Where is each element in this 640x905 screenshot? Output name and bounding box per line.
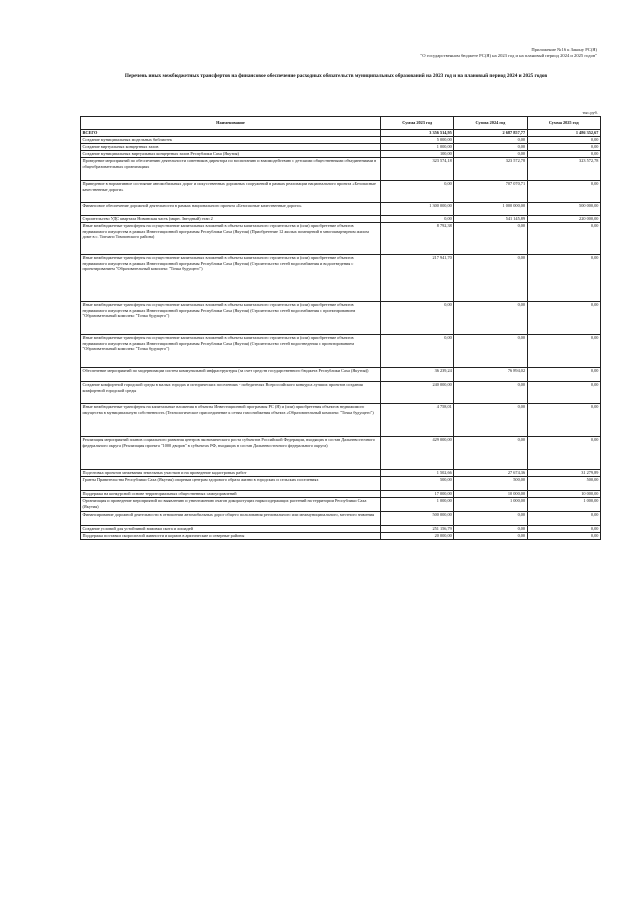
table-row bbox=[81, 216, 601, 223]
row-2025-cell: 0,00 bbox=[527, 533, 600, 540]
row-2024-cell: 0,00 bbox=[454, 223, 527, 255]
table-row bbox=[81, 203, 601, 216]
row-2025-cell: 0,00 bbox=[527, 526, 600, 533]
row-2024-cell: 541 145,89 bbox=[454, 216, 527, 223]
table-row bbox=[81, 137, 601, 144]
row-2023-cell: 4 758,01 bbox=[381, 404, 454, 437]
row-2025-cell: 0,00 bbox=[527, 144, 600, 151]
row-2024-cell: 27 674,36 bbox=[454, 470, 527, 477]
row-2025-cell: 0,00 bbox=[527, 302, 600, 335]
table-row bbox=[81, 302, 601, 335]
row-2024-cell: 0,00 bbox=[454, 255, 527, 302]
row-2024-cell: 323 572,78 bbox=[454, 158, 527, 181]
row-2025-cell: 0,00 bbox=[527, 404, 600, 437]
row-name-cell: Иные межбюджетные трансферты на осуществление капитальных вложений в объекты капитального строительства и (или) приобретение объектов недвижимого имущества в рамках Инвестиционной программы Республики Саха (Якутия) (Строительство сетей водоотведения с проектированием "Образовательный комплекс "Точка будущего") bbox=[81, 335, 381, 368]
table-row bbox=[81, 470, 601, 477]
table-row bbox=[81, 223, 601, 255]
row-name-cell: ВСЕГО bbox=[81, 130, 381, 137]
row-name-cell: Создание муниципальных модельных библиотек bbox=[81, 137, 381, 144]
row-2023-cell: 100,00 bbox=[381, 151, 454, 158]
row-name-cell: Поддержка поставки скороспелой живности и кормов в арктические и северные районы bbox=[81, 533, 381, 540]
row-name-cell: Обеспечение мероприятий по модернизации систем коммунальной инфраструктуры (за счет средств государственного бюджета Республики Саха (Якутия)) bbox=[81, 368, 381, 382]
document-title: Перечень иных межбюджетных трансфертов на финансовое обеспечение расходных обязательств муниципальных образований на 2023 год и на плановый период 2024 и 2025 годов bbox=[124, 73, 548, 79]
table-row bbox=[81, 533, 601, 540]
row-2023-cell: 217 941,70 bbox=[381, 255, 454, 302]
row-name-cell: Иные межбюджетные трансферты на капитальные вложения в объекты Инвестиционной программы РС (Я) и (или) приобретения объектов недвижимого имущества в муниципальную собственность (Технологическое присоединение к сетям газоснабжения объекта «Образовательный комплекс "Точка будущего") bbox=[81, 404, 381, 437]
table-row bbox=[81, 144, 601, 151]
row-2024-cell: 0,00 bbox=[454, 302, 527, 335]
table-row bbox=[81, 158, 601, 181]
row-name-cell: Организация и проведение мероприятий по выявлению и уничтожению очагов дикорастущих наркосодержащих растений на территории Республики Саха (Якутия) bbox=[81, 498, 381, 512]
header-name: Наименование bbox=[81, 117, 381, 130]
row-name-cell: Финансовое обеспечение дорожной деятельности в рамках национального проекта «Безопасные качественные дороги» bbox=[81, 203, 381, 216]
row-2024-cell: 0,00 bbox=[454, 526, 527, 533]
appendix-reference bbox=[420, 47, 597, 60]
row-2024-cell: 707 070,71 bbox=[454, 181, 527, 203]
row-2025-cell: 0,00 bbox=[527, 368, 600, 382]
row-2024-cell: 0,00 bbox=[454, 512, 527, 526]
row-name-cell: Приведение в нормативное состояние автомобильных дорог и искусственных дорожных сооружений в рамках реализации национального проекта «Безопасные качественные дороги» bbox=[81, 181, 381, 203]
row-2023-cell: 20 000,00 bbox=[381, 533, 454, 540]
row-2024-cell: 1 000 000,00 bbox=[454, 203, 527, 216]
table-row bbox=[81, 437, 601, 470]
row-2024-cell: 0,00 bbox=[454, 144, 527, 151]
row-name-cell: Финансирование дорожной деятельности в отношении автомобильных дорог общего пользования регионального или межмуниципального, местного значения bbox=[81, 512, 381, 526]
row-2025-cell: 500 000,00 bbox=[527, 203, 600, 216]
row-2025-cell: 323 572,78 bbox=[527, 158, 600, 181]
row-2024-cell: 2 687 857,77 bbox=[454, 130, 527, 137]
appendix-line-1: Приложение №16 к Закону РС(Я) bbox=[531, 47, 597, 52]
row-2024-cell: 0,00 bbox=[454, 404, 527, 437]
row-2025-cell: 10 000,00 bbox=[527, 491, 600, 498]
row-2024-cell: 0,00 bbox=[454, 335, 527, 368]
row-2023-cell: 500,00 bbox=[381, 477, 454, 491]
units-label: тыс.руб. bbox=[582, 110, 598, 115]
row-2024-cell: 10 000,00 bbox=[454, 491, 527, 498]
row-2025-cell: 0,00 bbox=[527, 437, 600, 470]
row-2025-cell: 0,00 bbox=[527, 512, 600, 526]
header-2023: Сумма 2023 год bbox=[381, 117, 454, 130]
row-name-cell: Проведение мероприятий по обеспечению деятельности советников директора по воспитанию и взаимодействию с детскими общественными объединениями в общеобразовательных организациях bbox=[81, 158, 381, 181]
row-2023-cell: 500 000,00 bbox=[381, 512, 454, 526]
row-2024-cell: 0,00 bbox=[454, 437, 527, 470]
table-row bbox=[81, 382, 601, 404]
row-2024-cell: 500,00 bbox=[454, 477, 527, 491]
row-2025-cell: 1 000,00 bbox=[527, 498, 600, 512]
row-2024-cell: 1 000,00 bbox=[454, 498, 527, 512]
row-name-cell: Создание комфортной городской среды в малых городах и исторических поселениях - победителях Всероссийского конкурса лучших проектов создания комфортной городской среды bbox=[81, 382, 381, 404]
table-row bbox=[81, 181, 601, 203]
row-2023-cell: 1 300 000,00 bbox=[381, 203, 454, 216]
row-name-cell: Создание условий для устойчивой зимовки скота и лошадей bbox=[81, 526, 381, 533]
row-2023-cell: 1 502,66 bbox=[381, 470, 454, 477]
table-row bbox=[81, 512, 601, 526]
header-2024: Сумма 2024 год bbox=[454, 117, 527, 130]
row-2025-cell: 0,00 bbox=[527, 255, 600, 302]
row-2024-cell: 76 894,02 bbox=[454, 368, 527, 382]
row-2024-cell: 0,00 bbox=[454, 382, 527, 404]
row-2023-cell: 0,00 bbox=[381, 216, 454, 223]
row-2025-cell: 220 000,00 bbox=[527, 216, 600, 223]
row-2023-cell: 323 574,18 bbox=[381, 158, 454, 181]
header-2025: Сумма 2025 год bbox=[527, 117, 600, 130]
row-2025-cell: 500,00 bbox=[527, 477, 600, 491]
row-2025-cell: 31 279,89 bbox=[527, 470, 600, 477]
row-2023-cell: 429 000,00 bbox=[381, 437, 454, 470]
row-2023-cell: 5 000,00 bbox=[381, 137, 454, 144]
row-2023-cell: 1 000,00 bbox=[381, 498, 454, 512]
row-name-cell: Иные межбюджетные трансферты на осуществление капитальных вложений в объекты капитального строительства и (или) приобретение объектов недвижимого имущества в рамках Инвестиционной программы Республики Саха (Якутия) (Приобретение 12 жилых помещений в многоквартирном жилом доме в с. Топчаги Томпонского района) bbox=[81, 223, 381, 255]
row-2025-cell: 0,00 bbox=[527, 151, 600, 158]
row-2024-cell: 0,00 bbox=[454, 137, 527, 144]
row-name-cell: Создание муниципальных виртуальных концертных залов Республики Саха (Якутия) bbox=[81, 151, 381, 158]
row-2025-cell: 0,00 bbox=[527, 335, 600, 368]
table-row bbox=[81, 491, 601, 498]
row-2024-cell: 0,00 bbox=[454, 533, 527, 540]
table-row bbox=[81, 477, 601, 491]
table-row bbox=[81, 404, 601, 437]
appendix-line-2: "О государственном бюджете РС(Я) на 2023 год и на плановый период 2024 и 2025 годов" bbox=[420, 53, 597, 59]
row-2023-cell: 0,00 bbox=[381, 302, 454, 335]
row-name-cell: Гранты Правительства Республики Саха (Якутия) опорным центрам здорового образа жизни в городских и сельских поселениях bbox=[81, 477, 381, 491]
table-row bbox=[81, 368, 601, 382]
table-row bbox=[81, 255, 601, 302]
row-name-cell: Подготовка проектов межевания земельных участков и на проведение кадастровых работ bbox=[81, 470, 381, 477]
row-2023-cell: 36 239,24 bbox=[381, 368, 454, 382]
row-2023-cell: 251 156,79 bbox=[381, 526, 454, 533]
row-2023-cell: 1 000,00 bbox=[381, 144, 454, 151]
row-2023-cell: 3 356 514,95 bbox=[381, 130, 454, 137]
row-2025-cell: 0,00 bbox=[527, 137, 600, 144]
row-name-cell: Иные межбюджетные трансферты на осуществление капитальных вложений в объекты капитального строительства и (или) приобретение объектов недвижимого имущества в рамках Инвестиционной программы Республики Саха (Якутия) (Строительство сетей водоснабжения с проектированием "Образовательный комплекс "Точка будущего") bbox=[81, 302, 381, 335]
row-name-cell: Реализация мероприятий планов социального развития центров экономического роста субъектов Российской Федерации, входящих в состав Дальневосточного федерального округа (Реализация проекта "1000 дворов" в субъектах РФ, входящих в состав Дальневосточного федерального округа) bbox=[81, 437, 381, 470]
row-2023-cell: 0,00 bbox=[381, 335, 454, 368]
row-name-cell: Строительство УДС квартала Новинская часть (мкрн. Звездный) этап 2 bbox=[81, 216, 381, 223]
table-row bbox=[81, 151, 601, 158]
row-name-cell: Иные межбюджетные трансферты на осуществление капитальных вложений в объекты капитального строительства и (или) приобретение объектов недвижимого имущества в рамках Инвестиционной программы Республики Саха (Якутия) (Строительство сетей водоснабжения и водоотведения с проектированием "Образовательный комплекс "Точка будущего") bbox=[81, 255, 381, 302]
transfers-table bbox=[80, 116, 601, 540]
row-2025-cell: 0,00 bbox=[527, 382, 600, 404]
row-2023-cell: 8 792,38 bbox=[381, 223, 454, 255]
row-2025-cell: 0,00 bbox=[527, 223, 600, 255]
row-2023-cell: 17 000,00 bbox=[381, 491, 454, 498]
table-body bbox=[81, 130, 601, 540]
table-header-row bbox=[81, 117, 601, 130]
row-2023-cell: 240 000,00 bbox=[381, 382, 454, 404]
row-2024-cell: 0,00 bbox=[454, 151, 527, 158]
row-name-cell: Создание виртуальных концертных залов bbox=[81, 144, 381, 151]
row-2025-cell: 1 486 352,67 bbox=[527, 130, 600, 137]
table-row bbox=[81, 498, 601, 512]
row-name-cell: Поддержка на конкурсной основе территориальных общественных самоуправлений bbox=[81, 491, 381, 498]
row-2023-cell: 0,00 bbox=[381, 181, 454, 203]
row-2025-cell: 0,00 bbox=[527, 181, 600, 203]
table-row bbox=[81, 335, 601, 368]
table-row-total bbox=[81, 130, 601, 137]
table-row bbox=[81, 526, 601, 533]
